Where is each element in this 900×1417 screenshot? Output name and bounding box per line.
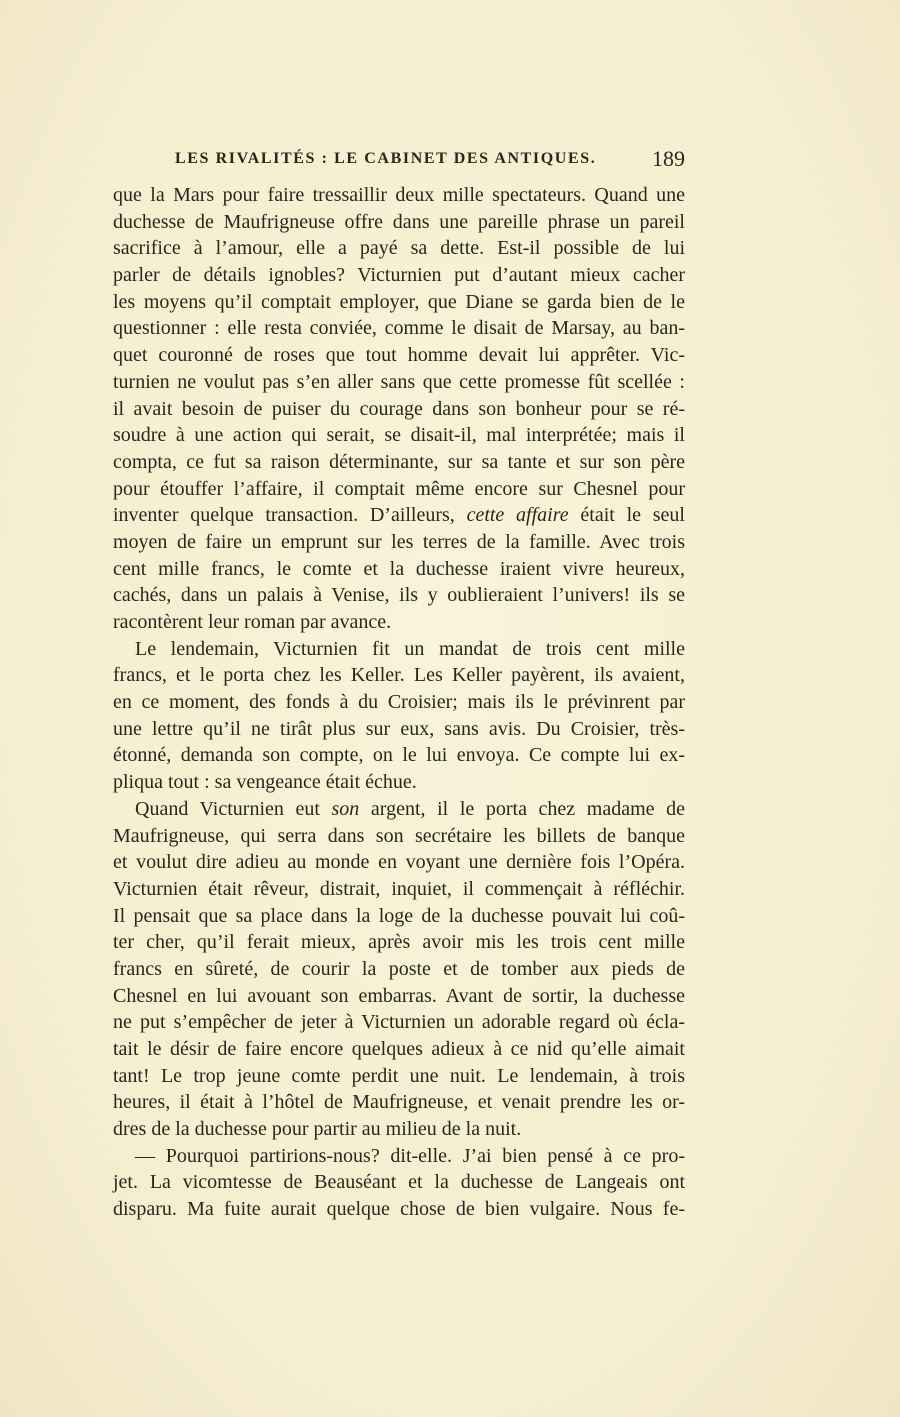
text-line xyxy=(113,662,685,689)
text-line-content xyxy=(113,209,685,236)
text-segment: sacrifice à l’amour, elle a payé sa dette. Est-il possible de lui xyxy=(113,237,685,260)
text-segment: heures, il était à l’hôtel de Maufrigneuse, et venait prendre les or- xyxy=(113,1091,685,1114)
text-segment: cachés, dans un palais à Venise, ils y oublieraient l’univers! ils se xyxy=(113,584,685,607)
page-number: 189 xyxy=(652,146,685,171)
text-line xyxy=(113,689,685,716)
text-line-content xyxy=(113,823,685,850)
text-segment: moyen de faire un emprunt sur les terres de la famille. Avec trois xyxy=(113,530,685,553)
text-segment: étonné, demanda son compte, on le lui envoya. Ce compte lui ex- xyxy=(113,744,685,767)
text-line-content xyxy=(113,342,685,369)
text-line-content xyxy=(113,262,685,289)
text-segment: francs, et le porta chez les Keller. Les Keller payèrent, ils avaient, xyxy=(113,664,685,687)
text-segment: que la Mars pour faire tressaillir deux mille spectateurs. Quand une xyxy=(113,184,685,206)
text-line-content xyxy=(113,903,685,930)
text-line xyxy=(113,582,685,609)
running-title: LES RIVALITÉS : LE CABINET DES ANTIQUES. xyxy=(175,150,597,167)
text-line xyxy=(113,289,685,316)
text-segment: Quand Victurnien eut xyxy=(135,797,332,820)
text-line xyxy=(113,849,685,876)
text-line-content xyxy=(113,716,685,743)
text-line xyxy=(113,1009,685,1036)
text-line-content xyxy=(113,956,685,983)
text-segment: dres de la duchesse pour partir au milieu de la nuit. xyxy=(113,1118,522,1141)
text-line xyxy=(113,1169,685,1196)
text-line xyxy=(113,823,685,850)
text-line xyxy=(113,956,685,983)
text-line-content xyxy=(113,235,685,262)
text-line-content xyxy=(113,1036,685,1063)
text-segment: turnien ne voulut pas s’en aller sans que cette promesse fût scellée : xyxy=(113,370,685,393)
text-line xyxy=(113,742,685,769)
text-line xyxy=(113,1036,685,1063)
text-segment: francs en sûreté, de courir la poste et de tomber aux pieds de xyxy=(113,957,685,980)
text-segment: ne put s’empêcher de jeter à Victurnien un adorable regard où écla- xyxy=(113,1011,685,1034)
text-segment: tant! Le trop jeune comte perdit une nuit. Le lendemain, à trois xyxy=(113,1064,685,1087)
text-segment: il avait besoin de puiser du courage dans son bonheur pour se ré- xyxy=(113,397,685,420)
text-line-content xyxy=(113,983,685,1010)
text-line xyxy=(113,1089,685,1116)
text-line-content xyxy=(113,1063,685,1090)
text-line-content xyxy=(113,476,685,503)
text-line xyxy=(113,529,685,556)
text-segment: une lettre qu’il ne tirât plus sur eux, sans avis. Du Croisier, très- xyxy=(113,717,685,740)
text-line xyxy=(113,903,685,930)
text-line-content xyxy=(113,315,685,342)
text-line xyxy=(113,636,685,663)
text-line xyxy=(113,876,685,903)
text-line xyxy=(113,769,685,796)
italic-segment: cette affaire xyxy=(466,504,569,527)
text-segment: parler de détails ignobles? Victurnien put d’autant mieux cacher xyxy=(113,264,685,287)
text-segment: était le seul xyxy=(568,504,685,527)
text-line-content xyxy=(135,1143,685,1170)
text-line-content xyxy=(113,876,685,903)
text-segment: disparu. Ma fuite aurait quelque chose de bien vulgaire. Nous fe- xyxy=(113,1198,685,1221)
text-line xyxy=(113,315,685,342)
text-segment: ter cher, qu’il ferait mieux, après avoir mis les trois cent mille xyxy=(113,931,685,954)
text-line-content xyxy=(113,662,685,689)
text-line xyxy=(113,235,685,262)
text-segment: Le lendemain, Victurnien fit un mandat de trois cent mille xyxy=(135,637,685,660)
text-line xyxy=(113,396,685,423)
text-line-content xyxy=(113,556,685,583)
text-line-content xyxy=(113,449,685,476)
text-segment: compta, ce fut sa raison déterminante, sur sa tante et sur son père xyxy=(113,450,685,473)
text-segment: inventer quelque transaction. D’ailleurs, xyxy=(113,504,467,527)
text-segment: soudre à une action qui serait, se disait-il, mal interprétée; mais il xyxy=(113,424,685,447)
text-segment: Chesnel en lui avouant son embarras. Avant de sortir, la duchesse xyxy=(113,984,685,1007)
text-line xyxy=(113,1116,685,1143)
text-line-content xyxy=(113,529,685,556)
text-line xyxy=(113,929,685,956)
body-text xyxy=(113,182,685,1223)
running-header xyxy=(113,148,685,176)
text-line xyxy=(113,262,685,289)
text-line-content xyxy=(113,422,685,449)
text-line xyxy=(113,369,685,396)
text-segment: questionner : elle resta conviée, comme le disait de Marsay, au ban- xyxy=(113,317,685,340)
text-segment: pour étouffer l’affaire, il comptait même encore sur Chesnel pour xyxy=(113,477,685,500)
text-line-content xyxy=(113,1116,521,1143)
text-line xyxy=(113,422,685,449)
text-segment: en ce moment, des fonds à du Croisier; mais ils le prévinrent par xyxy=(113,691,685,714)
text-segment: Il pensait que sa place dans la loge de la duchesse pouvait lui coû- xyxy=(113,904,685,927)
text-segment: racontèrent leur roman par avance. xyxy=(113,611,392,633)
text-line xyxy=(113,609,685,636)
text-line-content xyxy=(113,369,685,396)
text-line-content xyxy=(113,1169,685,1196)
text-line xyxy=(113,182,685,209)
text-segment: argent, il le porta chez madame de xyxy=(359,797,685,820)
text-line-content xyxy=(113,689,685,716)
text-line-content xyxy=(113,396,685,423)
text-line-content xyxy=(113,1089,685,1116)
italic-segment: son xyxy=(331,797,360,820)
text-line xyxy=(113,796,685,823)
text-line xyxy=(113,209,685,236)
text-line-content xyxy=(135,796,685,823)
text-segment: tait le désir de faire encore quelques adieux à ce nid qu’elle aimait xyxy=(113,1038,685,1060)
text-line-content xyxy=(113,1196,685,1223)
text-line xyxy=(113,342,685,369)
text-segment: Maufrigneuse, qui serra dans son secrétaire les billets de banque xyxy=(113,824,685,847)
text-line xyxy=(113,1063,685,1090)
text-line xyxy=(113,1143,685,1170)
text-segment: Victurnien était rêveur, distrait, inquiet, il commençait à réfléchir. xyxy=(113,877,685,900)
text-segment: cent mille francs, le comte et la duchesse iraient vivre heureux, xyxy=(113,557,685,580)
text-segment: — Pourquoi partirions-nous? dit-elle. J’ai bien pensé à ce pro- xyxy=(135,1144,685,1167)
text-segment: pliqua tout : sa vengeance était échue. xyxy=(113,771,417,794)
text-line xyxy=(113,1196,685,1223)
text-segment: duchesse de Maufrigneuse offre dans une pareille phrase un pareil xyxy=(113,210,685,233)
text-line-content xyxy=(113,769,417,796)
text-line-content xyxy=(113,502,685,529)
text-line xyxy=(113,716,685,743)
text-line-content xyxy=(113,609,391,636)
text-line xyxy=(113,556,685,583)
text-segment: quet couronné de roses que tout homme devait lui apprêter. Vic- xyxy=(113,344,685,367)
text-segment: les moyens qu’il comptait employer, que Diane se garda bien de le xyxy=(113,290,685,313)
text-segment: et voulut dire adieu au monde en voyant une dernière fois l’Opéra. xyxy=(113,851,685,874)
text-line-content xyxy=(135,636,685,663)
text-line-content xyxy=(113,929,685,956)
text-line-content xyxy=(113,582,685,609)
text-segment: jet. La vicomtesse de Beauséant et la duchesse de Langeais ont xyxy=(113,1171,685,1194)
text-line xyxy=(113,476,685,503)
text-line xyxy=(113,983,685,1010)
text-line-content xyxy=(113,182,685,209)
text-line xyxy=(113,502,685,529)
text-line-content xyxy=(113,1009,685,1036)
text-line-content xyxy=(113,849,685,876)
text-line xyxy=(113,449,685,476)
text-line-content xyxy=(113,742,685,769)
text-line-content xyxy=(113,289,685,316)
